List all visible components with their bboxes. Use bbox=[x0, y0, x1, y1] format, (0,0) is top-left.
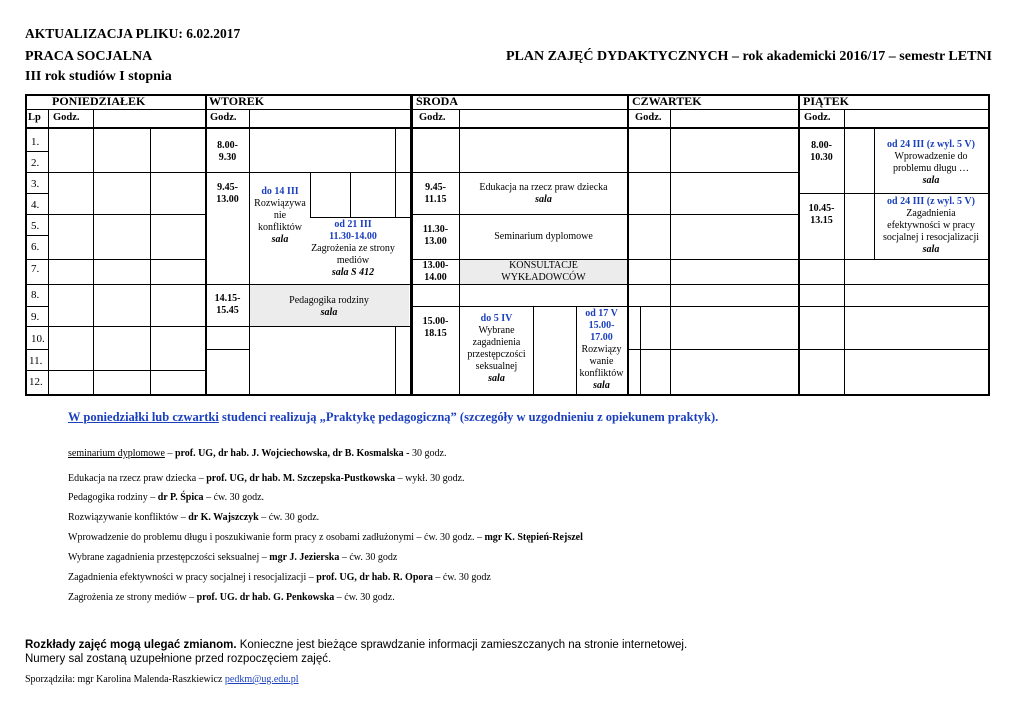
fri-time-2: 10.45- 13.15 bbox=[808, 203, 835, 226]
tue-time-3: 14.15- 15.45 bbox=[214, 293, 241, 316]
update-date: AKTUALIZACJA PLIKU: 6.02.2017 bbox=[25, 26, 241, 41]
row-number: 9. bbox=[31, 311, 40, 323]
class-title: Pedagogika rodziny bbox=[289, 295, 369, 306]
course-teacher: prof. UG, dr hab. J. Wojciechowska, dr B. Kosmalska - bbox=[174, 448, 413, 459]
tue-class-family bbox=[249, 295, 409, 319]
class-title: Zagrożenia ze strony mediów bbox=[311, 243, 395, 266]
tue-class-media bbox=[311, 219, 395, 279]
course-teacher: dr P. Śpica bbox=[157, 492, 204, 503]
wed-consultations: KONSULTACJE WYKŁADOWCÓW bbox=[501, 260, 586, 283]
class-room: sala bbox=[488, 373, 505, 384]
course-hours: – ćw. 30 godz. bbox=[334, 592, 395, 603]
row-number: 6. bbox=[31, 241, 40, 253]
row-number: 12. bbox=[29, 376, 43, 388]
course-teacher: prof. UG. dr hab. G. Penkowska bbox=[196, 592, 335, 603]
class-room: sala bbox=[271, 234, 289, 245]
class-room: sala bbox=[593, 380, 610, 391]
practice-text: studenci realizują „Praktykę pedagogiczną” (szczegóły w uzgodnieniu z opiekunem praktyk). bbox=[218, 410, 719, 424]
class-date: od 17 V 15.00- 17.00 bbox=[585, 308, 618, 343]
course-name: Edukacja na rzecz praw dziecka – bbox=[68, 473, 207, 484]
wed-time-4: 15.00- 18.15 bbox=[422, 316, 449, 339]
course-name: Rozwiązywanie konfliktów – bbox=[68, 512, 189, 523]
plan-title: PLAN ZAJĘĆ DYDAKTYCZNYCH – rok akademicki 2016/17 – semestr LETNI bbox=[505, 49, 992, 64]
course-teacher: mgr J. Jezierska bbox=[269, 552, 340, 563]
study-year: III rok studiów I stopnia bbox=[25, 69, 172, 84]
course-teacher: prof. UG, dr hab. R. Opora bbox=[316, 572, 433, 583]
course-hours: – ćw. 30 godz. bbox=[258, 512, 320, 523]
tue-time-2: 9.45- 13.00 bbox=[216, 182, 239, 205]
course-name: Zagrożenia ze strony mediów – bbox=[68, 592, 197, 603]
course-teacher: dr K. Wajszczyk bbox=[188, 512, 259, 523]
footer-notice bbox=[25, 639, 687, 651]
fri-class-debt bbox=[874, 139, 988, 187]
course-item bbox=[68, 572, 491, 583]
tue-class-conflicts bbox=[250, 186, 310, 246]
class-title: Edukacja na rzecz praw dziecka bbox=[479, 182, 608, 193]
course-hours: 30 godz. bbox=[412, 448, 447, 459]
class-title: Rozwiązy wanie konfliktów bbox=[579, 344, 624, 379]
course-item bbox=[68, 592, 395, 603]
class-title: Zagadnienia efektywności w pracy socjalnej i resocjalizacji bbox=[882, 208, 980, 243]
wed-class-conflicts bbox=[576, 308, 627, 392]
fri-time-1: 8.00- 10.30 bbox=[810, 140, 833, 163]
wed-time-1: 9.45- 11.15 bbox=[424, 182, 447, 205]
row-number: 4. bbox=[31, 199, 40, 211]
class-title: Wprowadzenie do problemu długu … bbox=[892, 151, 970, 174]
class-title: Wybrane zagadnienia przestępczości seksualnej bbox=[467, 325, 526, 372]
class-room: sala S 412 bbox=[331, 267, 375, 278]
course-hours: – ćw. 30 godz. bbox=[203, 492, 265, 503]
godz-header-tue: Godz. bbox=[210, 112, 237, 123]
practice-days: W poniedziałki lub czwartki bbox=[68, 410, 219, 424]
wed-class-seminar: Seminarium dyplomowe bbox=[494, 231, 593, 242]
course-item bbox=[68, 448, 446, 459]
day-header-friday: PIĄTEK bbox=[803, 94, 850, 108]
course-teacher: mgr K. Stępień-Rejszel bbox=[484, 532, 583, 543]
day-header-wednesday: ŚRODA bbox=[416, 94, 459, 108]
wed-class-rights bbox=[460, 182, 627, 206]
course-hours: – ćw. 30 godz bbox=[339, 552, 398, 563]
class-room: sala bbox=[320, 307, 338, 318]
program-name: PRACA SOCJALNA bbox=[25, 49, 153, 64]
class-date: do 5 IV bbox=[480, 313, 513, 324]
row-number: 1. bbox=[31, 136, 40, 148]
course-item bbox=[68, 532, 583, 543]
row-number: 11. bbox=[29, 355, 43, 367]
row-number: 3. bbox=[31, 178, 40, 190]
footer-warning: Rozkłady zajęć mogą ulegać zmianom. bbox=[25, 639, 237, 651]
class-room: sala bbox=[922, 244, 940, 255]
class-date: od 24 III (z wyl. 5 V) bbox=[887, 196, 975, 207]
wed-time-3: 13.00- 14.00 bbox=[422, 260, 449, 283]
row-number: 5. bbox=[31, 220, 40, 232]
course-name: seminarium dyplomowe bbox=[68, 448, 165, 459]
course-item bbox=[68, 552, 397, 563]
wed-time-2: 11.30- 13.00 bbox=[422, 224, 449, 247]
day-header-thursday: CZWARTEK bbox=[632, 94, 702, 108]
course-item bbox=[68, 473, 465, 484]
footer-rooms-note: Numery sal zostaną uzupełnione przed rozpoczęciem zajęć. bbox=[25, 653, 332, 665]
row-number: 2. bbox=[31, 157, 40, 169]
class-title: Rozwiązywa nie konfliktów bbox=[254, 198, 306, 233]
author-name: Sporządziła: mgr Karolina Malenda-Raszkiewicz bbox=[25, 674, 225, 685]
tue-time-1: 8.00- 9.30 bbox=[217, 140, 238, 163]
lp-header: Lp bbox=[28, 112, 41, 123]
class-date: od 24 III (z wyl. 5 V) bbox=[887, 139, 975, 150]
class-date: do 14 III bbox=[261, 186, 299, 197]
class-room: sala bbox=[922, 175, 940, 186]
day-header-tuesday: WTOREK bbox=[209, 94, 265, 108]
course-name: Wybrane zagadnienia przestępczości seksualnej – bbox=[68, 552, 270, 563]
class-room: sala bbox=[535, 194, 552, 205]
course-name: Wprowadzenie do problemu długu i poszukiwanie form pracy z osobami zadłużonymi – ćw. 30 godz. – bbox=[68, 532, 485, 543]
footer-author bbox=[25, 674, 299, 685]
footer-info: Konieczne jest bieżące sprawdzanie informacji zamieszczanych na stronie internetowej. bbox=[236, 639, 688, 651]
day-header-monday: PONIEDZIAŁEK bbox=[52, 94, 146, 108]
class-date: od 21 III 11.30-14.00 bbox=[329, 219, 377, 242]
godz-header-mon: Godz. bbox=[53, 112, 80, 123]
course-teacher: prof. UG, dr hab. M. Szczepska-Pustkowska bbox=[206, 473, 396, 484]
author-email-link[interactable]: pedkm@ug.edu.pl bbox=[224, 674, 299, 685]
wed-class-crime bbox=[460, 313, 533, 385]
course-item bbox=[68, 512, 319, 523]
fri-class-efficiency bbox=[874, 196, 988, 256]
row-number: 10. bbox=[31, 333, 45, 345]
course-name: Zagadnienia efektywności w pracy socjalnej i resocjalizacji – bbox=[68, 572, 317, 583]
course-name: Pedagogika rodziny – bbox=[68, 492, 158, 503]
godz-header-fri: Godz. bbox=[804, 112, 831, 123]
course-item bbox=[68, 492, 264, 503]
row-number: 8. bbox=[31, 289, 40, 301]
practice-note bbox=[68, 410, 718, 425]
course-hours: – ćw. 30 godz bbox=[432, 572, 491, 583]
row-number: 7. bbox=[31, 263, 40, 275]
godz-header-thu: Godz. bbox=[635, 112, 662, 123]
godz-header-wed: Godz. bbox=[419, 112, 446, 123]
course-hours: – wykł. 30 godz. bbox=[395, 473, 465, 484]
course-sep: – bbox=[164, 448, 175, 459]
